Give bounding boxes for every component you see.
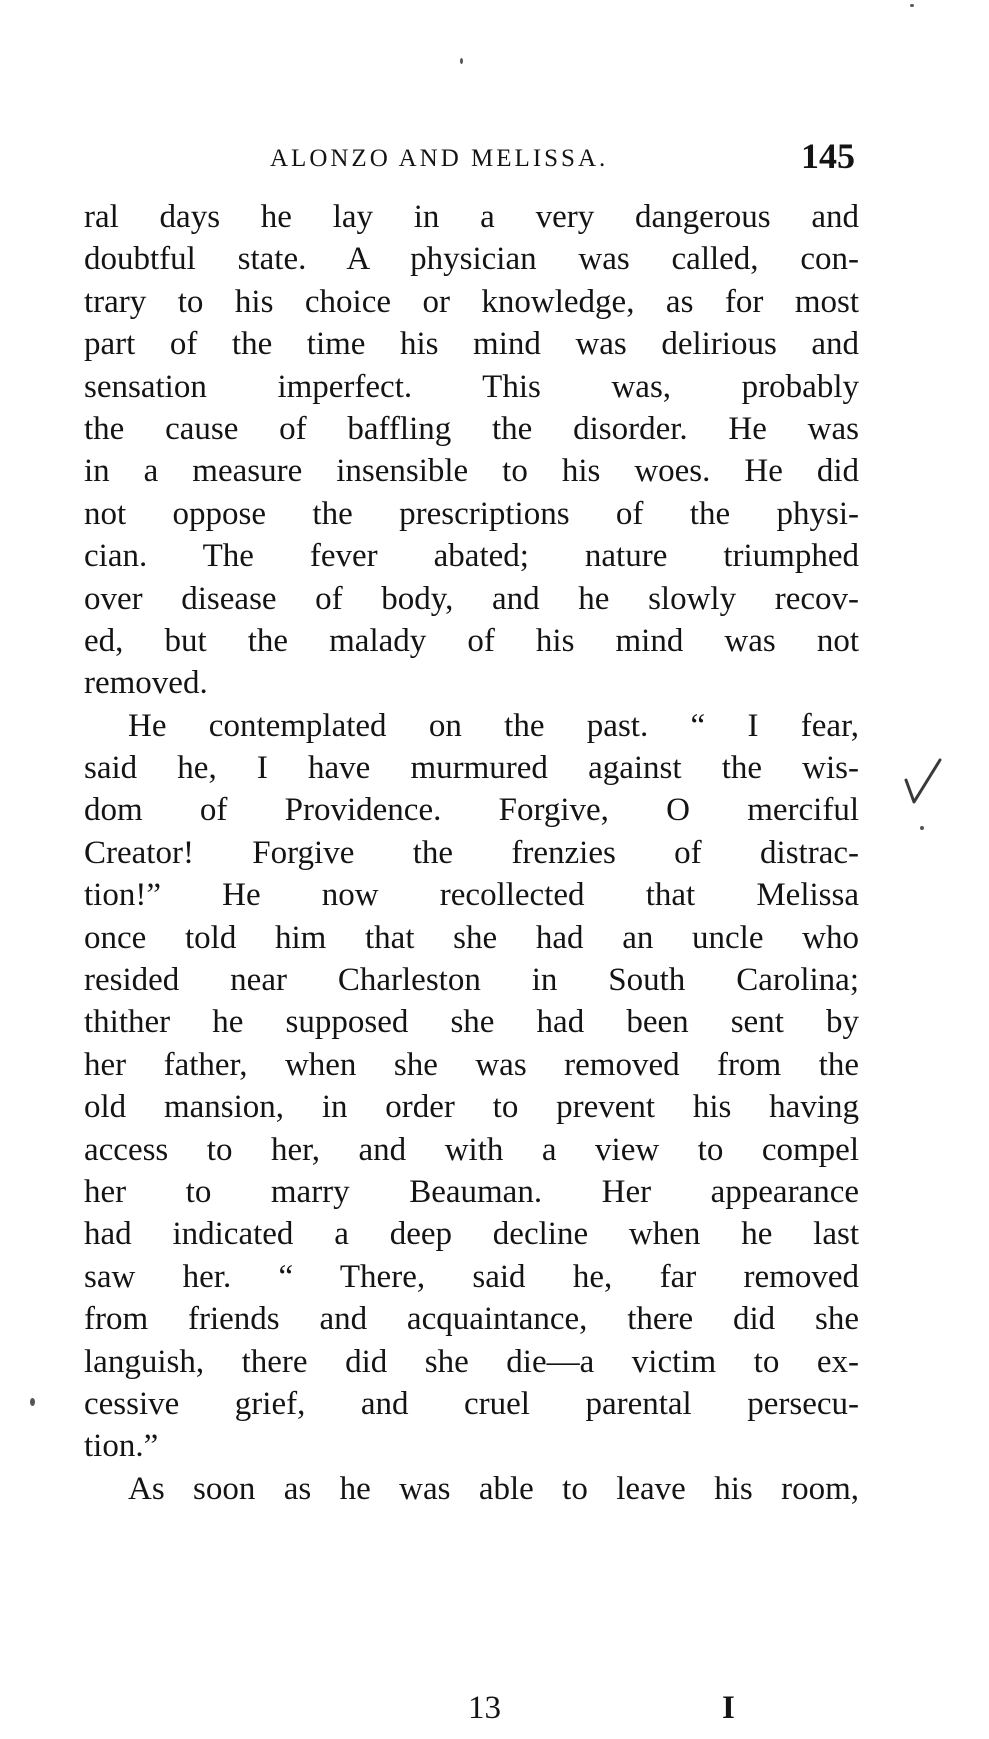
text-line: once told him that she had an uncle who	[84, 919, 859, 956]
ink-speck	[920, 826, 924, 830]
text-line: old mansion, in order to prevent his having	[84, 1089, 859, 1126]
text-line: Creator! Forgive the frenzies of distrac-	[84, 834, 859, 871]
page-number: 145	[801, 136, 855, 176]
page-footer	[84, 1690, 859, 1730]
text-line: the cause of baffling the disorder. He was	[84, 410, 859, 447]
text-line: resided near Charleston in South Carolina;	[84, 962, 859, 999]
signature-letter: I	[722, 1690, 735, 1726]
text-line: trary to his choice or knowledge, as for most	[84, 283, 859, 320]
text-line: removed.	[84, 665, 208, 702]
text-line: from friends and acquaintance, there did she	[84, 1301, 859, 1338]
text-line: cian. The fever abated; nature triumphed	[84, 538, 859, 575]
text-line: As soon as he was able to leave his room,	[128, 1470, 859, 1507]
pencil-check-mark	[900, 740, 960, 820]
text-line: tion!” He now recollected that Melissa	[84, 877, 859, 914]
text-line: saw her. “ There, said he, far removed	[84, 1258, 859, 1295]
text-line: access to her, and with a view to compel	[84, 1131, 859, 1168]
text-line: part of the time his mind was delirious and	[84, 326, 859, 363]
text-line: He contemplated on the past. “ I fear,	[128, 707, 859, 744]
ink-speck	[460, 58, 463, 64]
text-line: tion.”	[84, 1428, 159, 1465]
body-text	[84, 196, 859, 1510]
text-line: in a measure insensible to his woes. He did	[84, 453, 859, 490]
ink-speck	[30, 1398, 35, 1406]
text-line: had indicated a deep decline when he last	[84, 1216, 859, 1253]
text-line: her father, when she was removed from the	[84, 1046, 859, 1083]
running-title: ALONZO AND MELISSA.	[270, 145, 609, 172]
text-line: cessive grief, and cruel parental persecu-	[84, 1385, 859, 1422]
text-line: doubtful state. A physician was called, con-	[84, 241, 859, 278]
text-line: over disease of body, and he slowly recov-	[84, 580, 859, 617]
text-line: said he, I have murmured against the wis-	[84, 750, 859, 787]
text-line: languish, there did she die—a victim to ex-	[84, 1343, 859, 1380]
text-line: sensation imperfect. This was, probably	[84, 368, 859, 405]
signature-mark: 13	[468, 1690, 501, 1726]
text-line: ed, but the malady of his mind was not	[84, 622, 859, 659]
text-line: not oppose the prescriptions of the physi-	[84, 495, 859, 532]
running-head	[84, 135, 855, 175]
text-line: thither he supposed she had been sent by	[84, 1004, 859, 1041]
ink-speck	[910, 4, 914, 7]
text-line: dom of Providence. Forgive, O merciful	[84, 792, 859, 829]
text-line: her to marry Beauman. Her appearance	[84, 1173, 859, 1210]
text-line: ral days he lay in a very dangerous and	[84, 199, 859, 235]
